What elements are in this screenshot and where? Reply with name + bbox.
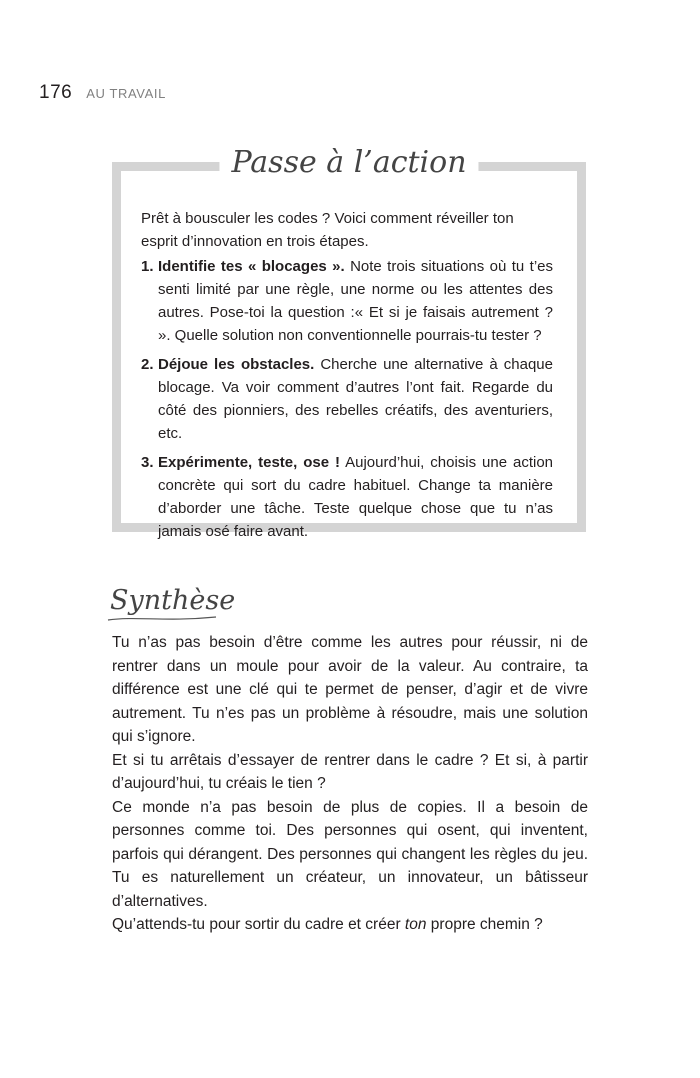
synthesis-paragraph-2: Et si tu arrêtais d’essayer de rentrer dans le cadre ? Et si, à partir d’aujourd’hui, tu créais le tien ? — [112, 751, 588, 792]
step-text: Note trois situations où tu t’es senti limité par une règle, une norme ou les attentes des autres. Pose-toi la question :« Et si je faisais autrement ? ». Quelle solution non conventionnelle pourrais-tu tester ? — [158, 258, 554, 344]
step-text: Aujourd’hui, choisis une action concrète qui sort du cadre habituel. Change ta manière d’aborder une tâche. Teste quelque chose que tu n’as jamais osé faire avant. — [158, 454, 554, 540]
page-header — [39, 82, 166, 104]
last-line-emphasis: ton — [404, 916, 427, 933]
last-line-end: propre chemin ? — [426, 916, 543, 933]
running-title: AU TRAVAIL — [86, 86, 166, 101]
action-box-content — [141, 207, 553, 549]
step-number: 2. — [141, 356, 154, 373]
synthesis-paragraph-3: Ce monde n’a pas besoin de plus de copies. Il a besoin de personnes comme toi. Des personnes qui osent, qui inventent, parfois qui dérangent. Des personnes qui changent les règles du jeu. Tu es naturellement un créateur, un innovateur, un bâtisseur d’alternatives. — [112, 798, 588, 910]
step-3 — [141, 451, 553, 543]
synthesis-underline-decoration — [106, 614, 218, 624]
action-box — [112, 145, 586, 540]
synthesis-paragraph-1: Tu n’as pas besoin d’être comme les autres pour réussir, ni de rentrer dans un moule pour avoir de la valeur. Au contraire, ta différence est une clé qui te permet de penser, d’agir et de vivre autrement. Tu n’es pas un problème à résoudre, mais une solution qui s’ignore. — [112, 634, 588, 745]
synthesis-body — [112, 631, 588, 937]
step-2 — [141, 353, 553, 445]
last-line-start: Qu’attends-tu pour sortir du cadre et créer — [112, 916, 405, 933]
steps-list — [141, 255, 553, 543]
step-title: Identifie tes « blocages ». — [158, 258, 345, 275]
step-number: 1. — [141, 258, 154, 275]
synthesis-last-line — [112, 913, 588, 937]
page-number: 176 — [39, 82, 73, 103]
step-title: Déjoue les obstacles. — [158, 356, 315, 373]
synthesis-title: Synthèse — [110, 585, 236, 616]
action-box-title: Passe à l’action — [219, 143, 478, 183]
action-intro: Prêt à bousculer les codes ? Voici comment réveiller ton esprit d’innovation en trois étapes. — [141, 210, 514, 250]
step-text: Cherche une alternative à chaque blocage. Va voir comment d’autres l’ont fait. Regarde du côté des pionniers, des rebelles créatifs, des aventuriers, etc. — [158, 356, 553, 442]
step-title: Expérimente, teste, ose ! — [158, 454, 341, 471]
step-number: 3. — [141, 454, 154, 471]
step-1 — [141, 255, 553, 347]
